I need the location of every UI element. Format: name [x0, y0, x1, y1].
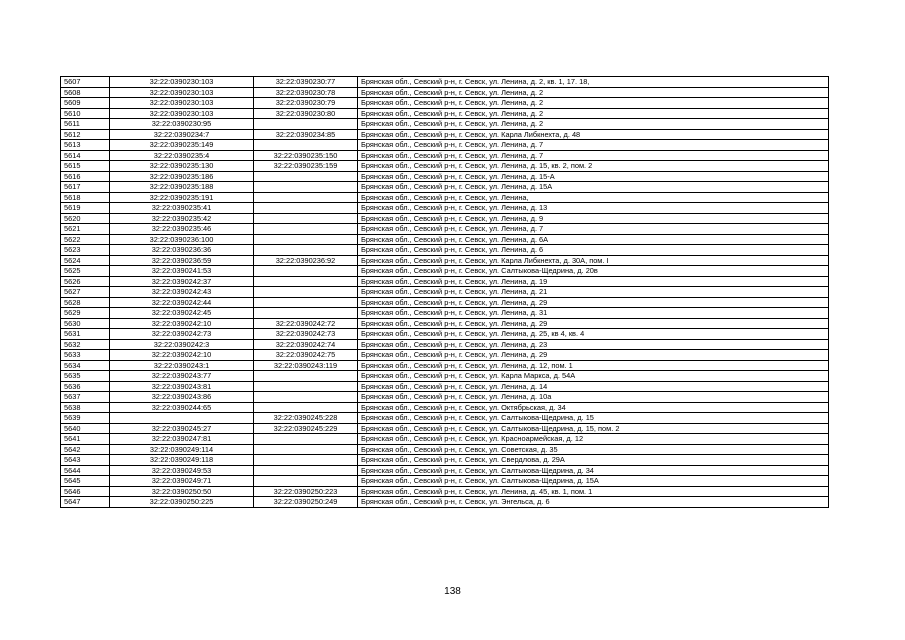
land-cadastral-number-cell: 32:22:0390243:1 [110, 360, 254, 371]
row-number-cell: 5642 [61, 444, 110, 455]
row-number-cell: 5636 [61, 381, 110, 392]
building-cadastral-number-cell: 32:22:0390235:150 [254, 150, 358, 161]
table-row [61, 392, 829, 403]
row-number-cell: 5610 [61, 108, 110, 119]
row-number-cell: 5640 [61, 423, 110, 434]
land-cadastral-number-cell: 32:22:0390235:186 [110, 171, 254, 182]
row-number-cell: 5611 [61, 119, 110, 130]
row-number-cell: 5623 [61, 245, 110, 256]
address-cell: Брянская обл., Севский р-н, г. Севск, ул. Энгельса, д. 6 [358, 497, 829, 508]
land-cadastral-number-cell: 32:22:0390242:3 [110, 339, 254, 350]
building-cadastral-number-cell [254, 444, 358, 455]
page-number: 138 [444, 586, 461, 597]
building-cadastral-number-cell: 32:22:0390250:223 [254, 486, 358, 497]
table-row [61, 245, 829, 256]
address-cell: Брянская обл., Севский р-н, г. Севск, ул. Ленина, д. 15А [358, 182, 829, 193]
row-number-cell: 5647 [61, 497, 110, 508]
building-cadastral-number-cell [254, 434, 358, 445]
address-cell: Брянская обл., Севский р-н, г. Севск, ул. Ленина, д. 10а [358, 392, 829, 403]
table-row [61, 423, 829, 434]
table-row [61, 119, 829, 130]
table-row [61, 329, 829, 340]
address-cell: Брянская обл., Севский р-н, г. Севск, ул. Ленина, д. 2 [358, 108, 829, 119]
building-cadastral-number-cell: 32:22:0390243:119 [254, 360, 358, 371]
building-cadastral-number-cell [254, 371, 358, 382]
building-cadastral-number-cell: 32:22:0390245:229 [254, 423, 358, 434]
table-row [61, 413, 829, 424]
land-cadastral-number-cell: 32:22:0390242:44 [110, 297, 254, 308]
table-row [61, 203, 829, 214]
building-cadastral-number-cell [254, 234, 358, 245]
row-number-cell: 5635 [61, 371, 110, 382]
table-row [61, 339, 829, 350]
building-cadastral-number-cell [254, 287, 358, 298]
address-cell: Брянская обл., Севский р-н, г. Севск, ул. Ленина, д. 31 [358, 308, 829, 319]
address-cell: Брянская обл., Севский р-н, г. Севск, ул. Ленина, д. 2 [358, 87, 829, 98]
land-cadastral-number-cell: 32:22:0390230:103 [110, 108, 254, 119]
building-cadastral-number-cell: 32:22:0390245:228 [254, 413, 358, 424]
address-cell: Брянская обл., Севский р-н, г. Севск, ул. Салтыкова-Щедрина, д. 34 [358, 465, 829, 476]
table-row [61, 360, 829, 371]
address-cell: Брянская обл., Севский р-н, г. Севск, ул. Ленина, д. 13 [358, 203, 829, 214]
building-cadastral-number-cell [254, 392, 358, 403]
address-cell: Брянская обл., Севский р-н, г. Севск, ул. Ленина, д. 15-А [358, 171, 829, 182]
address-cell: Брянская обл., Севский р-н, г. Севск, ул. Карла Либкнехта, д. 30А, пом. I [358, 255, 829, 266]
row-number-cell: 5609 [61, 98, 110, 109]
address-cell: Брянская обл., Севский р-н, г. Севск, ул. Салтыкова-Щедрина, д. 15, пом. 2 [358, 423, 829, 434]
building-cadastral-number-cell: 32:22:0390230:77 [254, 77, 358, 88]
address-cell: Брянская обл., Севский р-н, г. Севск, ул. Ленина, д. 12, пом. 1 [358, 360, 829, 371]
address-cell: Брянская обл., Севский р-н, г. Севск, ул. Карла Маркса, д. 54А [358, 371, 829, 382]
address-cell: Брянская обл., Севский р-н, г. Севск, ул. Ленина, д. 29 [358, 297, 829, 308]
building-cadastral-number-cell [254, 266, 358, 277]
building-cadastral-number-cell [254, 381, 358, 392]
table-row [61, 371, 829, 382]
address-cell: Брянская обл., Севский р-н, г. Севск, ул. Ленина, д. 19 [358, 276, 829, 287]
land-cadastral-number-cell: 32:22:0390249:53 [110, 465, 254, 476]
land-cadastral-number-cell: 32:22:0390235:42 [110, 213, 254, 224]
address-cell: Брянская обл., Севский р-н, г. Севск, ул. Ленина, д. 25, кв 4, кв. 4 [358, 329, 829, 340]
row-number-cell: 5618 [61, 192, 110, 203]
land-cadastral-number-cell: 32:22:0390235:149 [110, 140, 254, 151]
table-row [61, 350, 829, 361]
building-cadastral-number-cell: 32:22:0390234:85 [254, 129, 358, 140]
row-number-cell: 5615 [61, 161, 110, 172]
land-cadastral-number-cell: 32:22:0390235:191 [110, 192, 254, 203]
land-cadastral-number-cell: 32:22:0390245:27 [110, 423, 254, 434]
row-number-cell: 5627 [61, 287, 110, 298]
land-cadastral-number-cell: 32:22:0390250:225 [110, 497, 254, 508]
land-cadastral-number-cell: 32:22:0390236:36 [110, 245, 254, 256]
address-cell: Брянская обл., Севский р-н, г. Севск, ул. Салтыкова-Щедрина, д. 15 [358, 413, 829, 424]
land-cadastral-number-cell: 32:22:0390242:45 [110, 308, 254, 319]
table-row [61, 497, 829, 508]
address-cell: Брянская обл., Севский р-н, г. Севск, ул. Карла Либкнехта, д. 48 [358, 129, 829, 140]
building-cadastral-number-cell: 32:22:0390230:79 [254, 98, 358, 109]
row-number-cell: 5628 [61, 297, 110, 308]
row-number-cell: 5641 [61, 434, 110, 445]
building-cadastral-number-cell [254, 297, 358, 308]
table-row [61, 318, 829, 329]
land-cadastral-number-cell: 32:22:0390235:41 [110, 203, 254, 214]
row-number-cell: 5633 [61, 350, 110, 361]
table-row [61, 308, 829, 319]
table-row [61, 129, 829, 140]
building-cadastral-number-cell [254, 402, 358, 413]
building-cadastral-number-cell [254, 455, 358, 466]
table-row [61, 192, 829, 203]
row-number-cell: 5608 [61, 87, 110, 98]
building-cadastral-number-cell [254, 224, 358, 235]
land-cadastral-number-cell [110, 413, 254, 424]
table-row [61, 182, 829, 193]
row-number-cell: 5619 [61, 203, 110, 214]
building-cadastral-number-cell: 32:22:0390250:249 [254, 497, 358, 508]
row-number-cell: 5637 [61, 392, 110, 403]
building-cadastral-number-cell: 32:22:0390242:72 [254, 318, 358, 329]
address-cell: Брянская обл., Севский р-н, г. Севск, ул. Ленина, д. 2 [358, 119, 829, 130]
building-cadastral-number-cell: 32:22:0390230:80 [254, 108, 358, 119]
registry-table [60, 76, 829, 508]
row-number-cell: 5620 [61, 213, 110, 224]
building-cadastral-number-cell: 32:22:0390242:74 [254, 339, 358, 350]
building-cadastral-number-cell: 32:22:0390242:75 [254, 350, 358, 361]
land-cadastral-number-cell: 32:22:0390235:130 [110, 161, 254, 172]
row-number-cell: 5616 [61, 171, 110, 182]
row-number-cell: 5646 [61, 486, 110, 497]
land-cadastral-number-cell: 32:22:0390241:53 [110, 266, 254, 277]
land-cadastral-number-cell: 32:22:0390243:86 [110, 392, 254, 403]
address-cell: Брянская обл., Севский р-н, г. Севск, ул. Ленина, д. 14 [358, 381, 829, 392]
row-number-cell: 5607 [61, 77, 110, 88]
address-cell: Брянская обл., Севский р-н, г. Севск, ул. Ленина, д. 2 [358, 98, 829, 109]
land-cadastral-number-cell: 32:22:0390242:43 [110, 287, 254, 298]
land-cadastral-number-cell: 32:22:0390230:103 [110, 77, 254, 88]
table-row [61, 402, 829, 413]
land-cadastral-number-cell: 32:22:0390242:10 [110, 350, 254, 361]
address-cell: Брянская обл., Севский р-н, г. Севск, ул. Свердлова, д. 29А [358, 455, 829, 466]
land-cadastral-number-cell: 32:22:0390242:37 [110, 276, 254, 287]
table-row [61, 108, 829, 119]
table-row [61, 266, 829, 277]
building-cadastral-number-cell [254, 245, 358, 256]
address-cell: Брянская обл., Севский р-н, г. Севск, ул. Ленина, д. 7 [358, 140, 829, 151]
row-number-cell: 5645 [61, 476, 110, 487]
row-number-cell: 5624 [61, 255, 110, 266]
land-cadastral-number-cell: 32:22:0390235:188 [110, 182, 254, 193]
land-cadastral-number-cell: 32:22:0390243:77 [110, 371, 254, 382]
address-cell: Брянская обл., Севский р-н, г. Севск, ул. Ленина, д. 2, кв. 1, 17. 18, [358, 77, 829, 88]
row-number-cell: 5629 [61, 308, 110, 319]
table-row [61, 476, 829, 487]
address-cell: Брянская обл., Севский р-н, г. Севск, ул. Ленина, д. 23 [358, 339, 829, 350]
building-cadastral-number-cell [254, 171, 358, 182]
building-cadastral-number-cell [254, 465, 358, 476]
land-cadastral-number-cell: 32:22:0390244:65 [110, 402, 254, 413]
building-cadastral-number-cell [254, 140, 358, 151]
table-row [61, 98, 829, 109]
building-cadastral-number-cell [254, 276, 358, 287]
land-cadastral-number-cell: 32:22:0390230:103 [110, 98, 254, 109]
row-number-cell: 5626 [61, 276, 110, 287]
land-cadastral-number-cell: 32:22:0390236:59 [110, 255, 254, 266]
address-cell: Брянская обл., Севский р-н, г. Севск, ул. Ленина, д. 7 [358, 150, 829, 161]
table-row [61, 287, 829, 298]
row-number-cell: 5639 [61, 413, 110, 424]
building-cadastral-number-cell: 32:22:0390236:92 [254, 255, 358, 266]
land-cadastral-number-cell: 32:22:0390242:73 [110, 329, 254, 340]
address-cell: Брянская обл., Севский р-н, г. Севск, ул. Ленина, д. 6А [358, 234, 829, 245]
row-number-cell: 5617 [61, 182, 110, 193]
table-row [61, 224, 829, 235]
address-cell: Брянская обл., Севский р-н, г. Севск, ул. Ленина, д. 6 [358, 245, 829, 256]
address-cell: Брянская обл., Севский р-н, г. Севск, ул. Ленина, д. 7 [358, 224, 829, 235]
address-cell: Брянская обл., Севский р-н, г. Севск, ул. Ленина, д. 15, кв. 2, пом. 2 [358, 161, 829, 172]
row-number-cell: 5614 [61, 150, 110, 161]
table-row [61, 255, 829, 266]
registry-table-body [61, 77, 829, 508]
address-cell: Брянская обл., Севский р-н, г. Севск, ул. Советская, д. 35 [358, 444, 829, 455]
building-cadastral-number-cell: 32:22:0390242:73 [254, 329, 358, 340]
address-cell: Брянская обл., Севский р-н, г. Севск, ул. Ленина, д. 29 [358, 318, 829, 329]
land-cadastral-number-cell: 32:22:0390249:118 [110, 455, 254, 466]
row-number-cell: 5621 [61, 224, 110, 235]
table-row [61, 465, 829, 476]
building-cadastral-number-cell [254, 203, 358, 214]
row-number-cell: 5613 [61, 140, 110, 151]
land-cadastral-number-cell: 32:22:0390249:114 [110, 444, 254, 455]
row-number-cell: 5612 [61, 129, 110, 140]
address-cell: Брянская обл., Севский р-н, г. Севск, ул. Ленина, д. 21 [358, 287, 829, 298]
table-row [61, 276, 829, 287]
table-row [61, 234, 829, 245]
address-cell: Брянская обл., Севский р-н, г. Севск, ул. Красноармейская, д. 12 [358, 434, 829, 445]
land-cadastral-number-cell: 32:22:0390235:4 [110, 150, 254, 161]
address-cell: Брянская обл., Севский р-н, г. Севск, ул. Ленина, д. 9 [358, 213, 829, 224]
table-row [61, 87, 829, 98]
row-number-cell: 5622 [61, 234, 110, 245]
table-row [61, 455, 829, 466]
row-number-cell: 5644 [61, 465, 110, 476]
land-cadastral-number-cell: 32:22:0390250:50 [110, 486, 254, 497]
building-cadastral-number-cell: 32:22:0390235:159 [254, 161, 358, 172]
address-cell: Брянская обл., Севский р-н, г. Севск, ул. Октябрьская, д. 34 [358, 402, 829, 413]
building-cadastral-number-cell: 32:22:0390230:78 [254, 87, 358, 98]
address-cell: Брянская обл., Севский р-н, г. Севск, ул. Салтыкова-Щедрина, д. 15А [358, 476, 829, 487]
land-cadastral-number-cell: 32:22:0390242:10 [110, 318, 254, 329]
building-cadastral-number-cell [254, 119, 358, 130]
row-number-cell: 5631 [61, 329, 110, 340]
table-row [61, 171, 829, 182]
row-number-cell: 5634 [61, 360, 110, 371]
row-number-cell: 5625 [61, 266, 110, 277]
row-number-cell: 5643 [61, 455, 110, 466]
table-row [61, 77, 829, 88]
address-cell: Брянская обл., Севский р-н, г. Севск, ул. Салтыкова-Щедрина, д. 20в [358, 266, 829, 277]
row-number-cell: 5630 [61, 318, 110, 329]
table-row [61, 140, 829, 151]
row-number-cell: 5638 [61, 402, 110, 413]
table-row [61, 150, 829, 161]
table-row [61, 381, 829, 392]
building-cadastral-number-cell [254, 192, 358, 203]
table-row [61, 297, 829, 308]
table-row [61, 486, 829, 497]
building-cadastral-number-cell [254, 213, 358, 224]
table-row [61, 161, 829, 172]
land-cadastral-number-cell: 32:22:0390236:100 [110, 234, 254, 245]
building-cadastral-number-cell [254, 476, 358, 487]
address-cell: Брянская обл., Севский р-н, г. Севск, ул. Ленина, [358, 192, 829, 203]
land-cadastral-number-cell: 32:22:0390243:81 [110, 381, 254, 392]
table-row [61, 434, 829, 445]
building-cadastral-number-cell [254, 308, 358, 319]
table-row [61, 213, 829, 224]
land-cadastral-number-cell: 32:22:0390247:81 [110, 434, 254, 445]
land-cadastral-number-cell: 32:22:0390230:95 [110, 119, 254, 130]
land-cadastral-number-cell: 32:22:0390249:71 [110, 476, 254, 487]
building-cadastral-number-cell [254, 182, 358, 193]
land-cadastral-number-cell: 32:22:0390230:103 [110, 87, 254, 98]
row-number-cell: 5632 [61, 339, 110, 350]
land-cadastral-number-cell: 32:22:0390234:7 [110, 129, 254, 140]
land-cadastral-number-cell: 32:22:0390235:46 [110, 224, 254, 235]
address-cell: Брянская обл., Севский р-н, г. Севск, ул. Ленина, д. 29 [358, 350, 829, 361]
address-cell: Брянская обл., Севский р-н, г. Севск, ул. Ленина, д. 45, кв. 1, пом. 1 [358, 486, 829, 497]
table-row [61, 444, 829, 455]
